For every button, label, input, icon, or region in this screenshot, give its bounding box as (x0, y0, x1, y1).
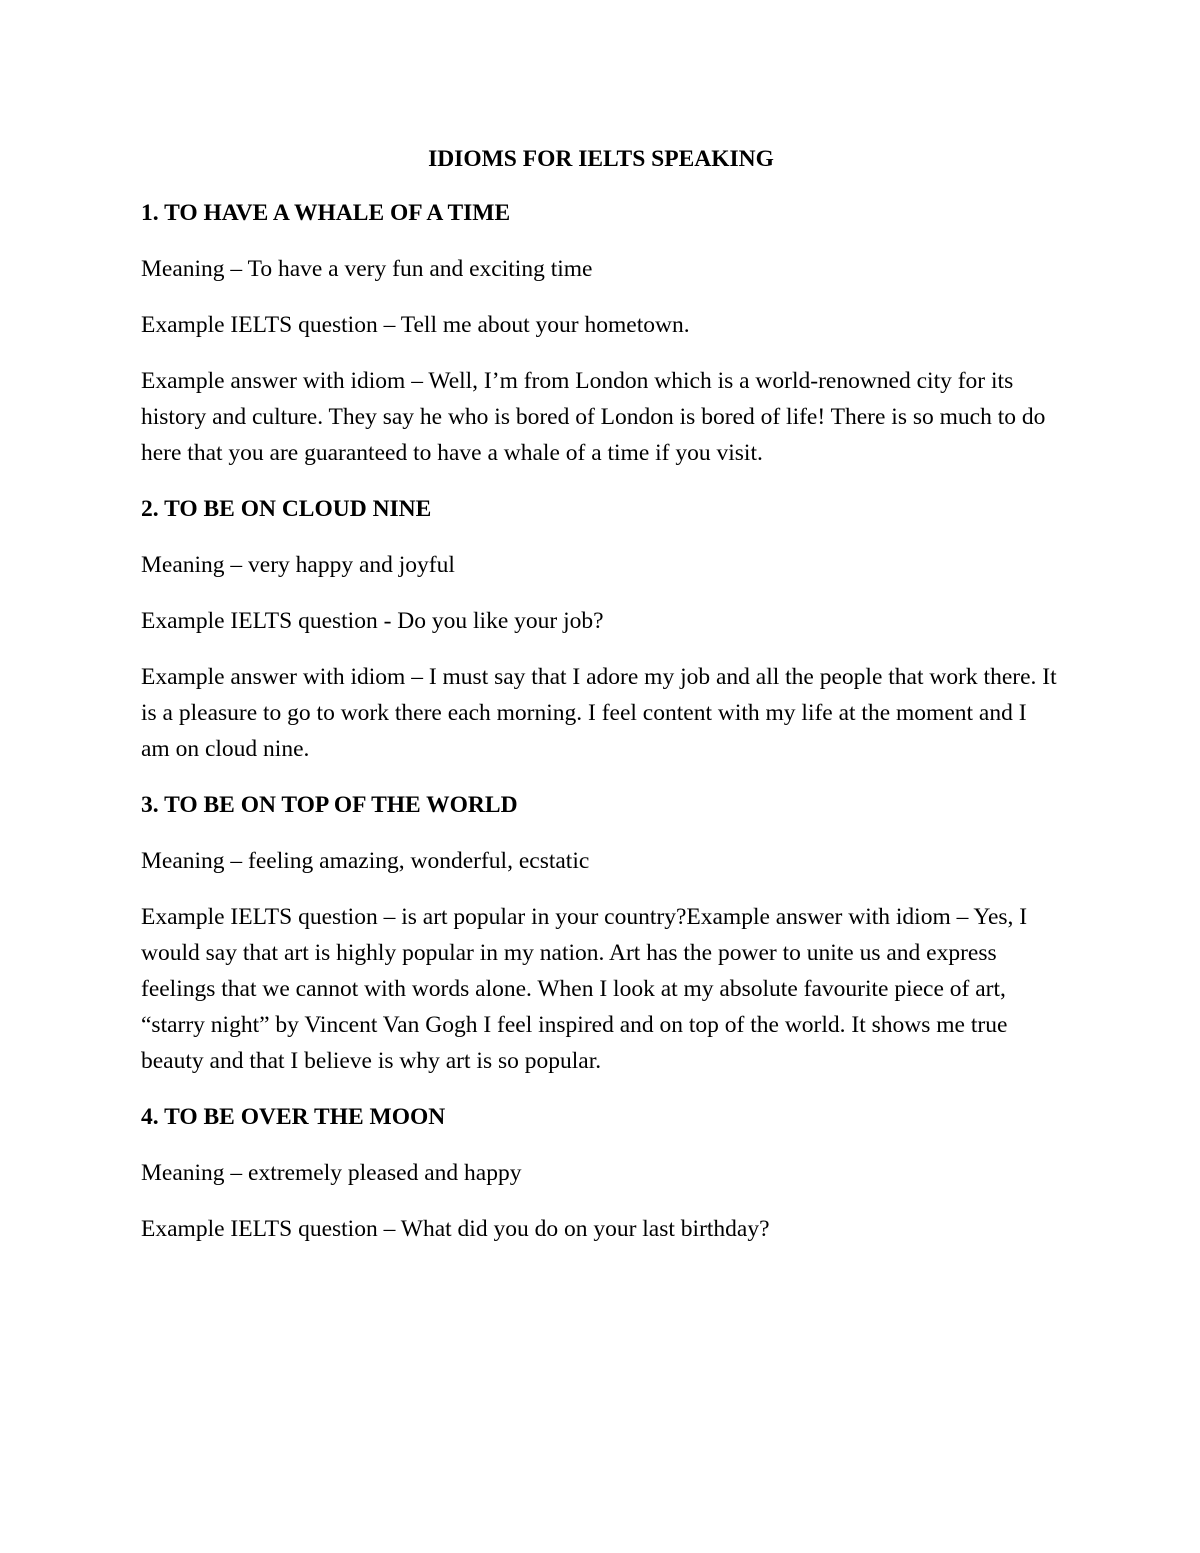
example-question-text: Example IELTS question – What did you do on your last birthday? (141, 1216, 770, 1242)
idiom-section-3 (141, 787, 1061, 1079)
idiom-section-1 (141, 195, 1061, 471)
idiom-section-4 (141, 1099, 1061, 1247)
example-answer-text: Example answer with idiom – I must say that I adore my job and all the people that work there. It is a pleasure to go to work there each morning. I feel content with my life at the moment and I am on cloud nine. (141, 664, 1057, 762)
example-question-text: Example IELTS question – Tell me about your hometown. (141, 312, 690, 338)
idiom-section-2 (141, 491, 1061, 767)
meaning-text: Meaning – extremely pleased and happy (141, 1160, 522, 1186)
example-question-text: Example IELTS question - Do you like your job? (141, 608, 604, 634)
meaning-text: Meaning – very happy and joyful (141, 552, 455, 578)
section-heading: 3. TO BE ON TOP OF THE WORLD (141, 792, 518, 818)
meaning-text: Meaning – To have a very fun and exciting time (141, 256, 593, 282)
section-heading: 2. TO BE ON CLOUD NINE (141, 496, 432, 522)
example-question-answer-text: Example IELTS question – is art popular in your country?Example answer with idiom – Yes, I would say that art is highly popular in my nation. Art has the power to unite us and express feelings that we cannot with words alone. When I look at my absolute favourite piece of art, “starry night” by Vincent Van Gogh I feel inspired and on top of the world. It shows me true beauty and that I believe is why art is so popular. (141, 904, 1028, 1074)
section-heading: 4. TO BE OVER THE MOON (141, 1104, 446, 1130)
document-title: IDIOMS FOR IELTS SPEAKING (428, 146, 774, 172)
document-body (141, 143, 1061, 1267)
meaning-text: Meaning – feeling amazing, wonderful, ecstatic (141, 848, 590, 874)
section-heading: 1. TO HAVE A WHALE OF A TIME (141, 200, 511, 226)
example-answer-text: Example answer with idiom – Well, I’m from London which is a world-renowned city for its history and culture. They say he who is bored of London is bored of life! There is so much to do here that you are guaranteed to have a whale of a time if you visit. (141, 368, 1046, 466)
